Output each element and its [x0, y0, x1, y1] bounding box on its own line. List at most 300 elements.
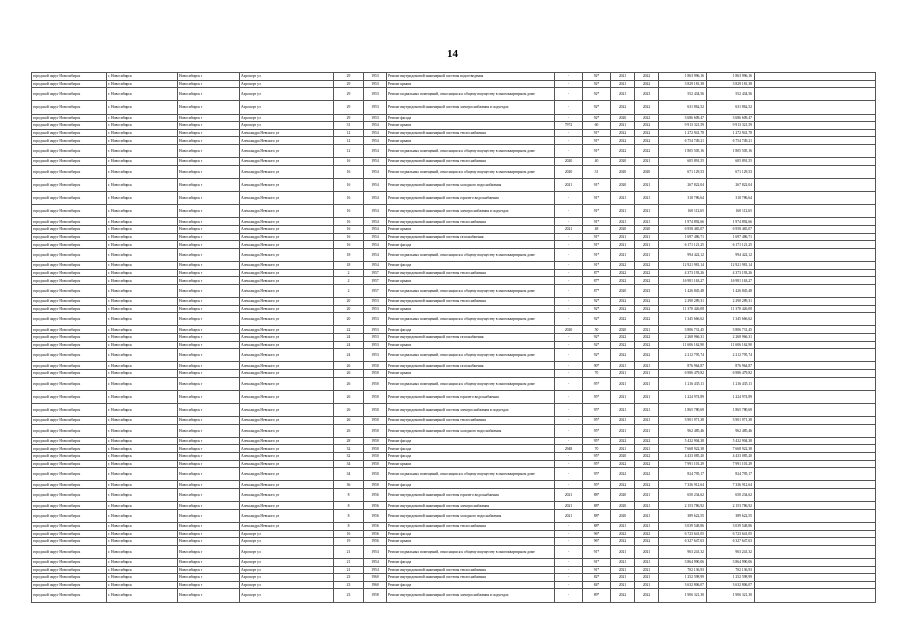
street-cell: Аэропорт ул	[240, 114, 334, 122]
street-cell: Александра Невского ул	[240, 362, 334, 370]
last-repair-cell: -	[555, 589, 583, 602]
locality-cell: Новосибирск г	[178, 233, 240, 241]
street-cell: Александра Невского ул	[240, 298, 334, 306]
total-cost-cell: 1 272 941,78	[707, 129, 755, 137]
table-body	[32, 73, 876, 603]
wear-cell: 95*	[583, 437, 611, 445]
settlement-cell: г. Новосибирск	[107, 468, 178, 481]
wear-cell: 91*	[583, 205, 611, 218]
locality-cell: Новосибирск г	[178, 589, 240, 602]
settlement-cell: г. Новосибирск	[107, 574, 178, 582]
plan-start-cell: 2020	[611, 489, 635, 502]
note-cell	[755, 468, 876, 481]
cost-cell: 6 986 479,82	[659, 369, 707, 377]
street-cell: Александра Невского ул	[240, 377, 334, 390]
year-cell: 1950	[364, 403, 387, 416]
locality-cell: Новосибирск г	[178, 101, 240, 114]
street-cell: Аэропорт ул	[240, 73, 334, 81]
table-row	[32, 114, 876, 122]
wear-cell: 91*	[583, 262, 611, 270]
note-cell	[755, 377, 876, 390]
locality-cell: Новосибирск г	[178, 489, 240, 502]
year-cell: 1950	[364, 369, 387, 377]
municipality-cell: городской округ Новосибирск	[32, 241, 107, 249]
plan-start-cell: 2022	[611, 129, 635, 137]
total-cost-cell: 2 153 786,92	[707, 502, 755, 510]
table-row	[32, 362, 876, 370]
municipality-cell: городской округ Новосибирск	[32, 178, 107, 191]
plan-end-cell: 2022	[635, 305, 659, 313]
work-type-cell: Ремонт внутридомовой инженерной системы теплоснабжения	[387, 158, 555, 166]
settlement-cell: г. Новосибирск	[107, 377, 178, 390]
note-cell	[755, 284, 876, 297]
house-cell: 18	[334, 262, 364, 270]
table-row	[32, 233, 876, 241]
note-cell	[755, 589, 876, 602]
municipality-cell: городской округ Новосибирск	[32, 502, 107, 510]
plan-end-cell: 2020	[635, 165, 659, 178]
plan-start-cell: 2021	[611, 545, 635, 558]
year-cell: 1956	[364, 489, 387, 502]
table-row	[32, 530, 876, 538]
plan-end-cell: 2021	[635, 558, 659, 566]
settlement-cell: г. Новосибирск	[107, 122, 178, 130]
house-cell: 29	[334, 114, 364, 122]
cost-cell: 3 806 731,45	[659, 326, 707, 334]
wear-cell: 92*	[583, 333, 611, 341]
total-cost-cell: 6 986 479,82	[707, 369, 755, 377]
wear-cell: 89*	[583, 589, 611, 602]
plan-start-cell: 2021	[611, 574, 635, 582]
street-cell: Александра Невского ул	[240, 205, 334, 218]
plan-start-cell: 2022	[611, 101, 635, 114]
house-cell: 2	[334, 269, 364, 277]
note-cell	[755, 566, 876, 574]
table-row	[32, 192, 876, 205]
note-cell	[755, 313, 876, 326]
table-row	[32, 581, 876, 589]
note-cell	[755, 122, 876, 130]
plan-start-cell: 2021	[611, 377, 635, 390]
wear-cell: 96*	[583, 530, 611, 538]
work-type-cell: Ремонт подвальных помещений, относящихся к общему имуществу в многоквартирном доме	[387, 349, 555, 362]
total-cost-cell: 6 171 121,25	[707, 241, 755, 249]
year-cell: 1953	[364, 80, 387, 88]
total-cost-cell: 552 434,56	[707, 88, 755, 101]
wear-cell: 87*	[583, 277, 611, 285]
cost-cell: 7 668 922,38	[659, 445, 707, 453]
wear-cell: 95*	[583, 468, 611, 481]
last-repair-cell: -	[555, 566, 583, 574]
total-cost-cell: 3 806 731,45	[707, 326, 755, 334]
municipality-cell: городской округ Новосибирск	[32, 369, 107, 377]
house-cell: 31	[334, 122, 364, 130]
wear-cell: 95*	[583, 424, 611, 437]
year-cell: 1954	[364, 558, 387, 566]
note-cell	[755, 277, 876, 285]
municipality-cell: городской округ Новосибирск	[32, 158, 107, 166]
house-cell: 23	[334, 574, 364, 582]
last-repair-cell: -	[555, 349, 583, 362]
cost-cell: 3 829 181,38	[659, 80, 707, 88]
cost-cell: 3 864 990,06	[659, 558, 707, 566]
settlement-cell: г. Новосибирск	[107, 241, 178, 249]
street-cell: Аэропорт ул	[240, 581, 334, 589]
last-repair-cell: -	[555, 523, 583, 531]
locality-cell: Новосибирск г	[178, 226, 240, 234]
year-cell: 1956	[364, 523, 387, 531]
year-cell: 1954	[364, 129, 387, 137]
house-cell: 32	[334, 453, 364, 461]
total-cost-cell: 3 686 609,47	[707, 114, 755, 122]
plan-end-cell: 2021	[635, 158, 659, 166]
plan-end-cell: 2022	[635, 262, 659, 270]
locality-cell: Новосибирск г	[178, 417, 240, 425]
street-cell: Александра Невского ул	[240, 233, 334, 241]
table-row	[32, 445, 876, 453]
house-cell: 24	[334, 333, 364, 341]
house-cell: 20	[334, 313, 364, 326]
total-cost-cell: 1 224 974,89	[707, 390, 755, 403]
municipality-cell: городской округ Новосибирск	[32, 233, 107, 241]
plan-start-cell: 2020	[611, 453, 635, 461]
wear-cell: 82*	[583, 574, 611, 582]
street-cell: Аэропорт ул	[240, 566, 334, 574]
cost-cell: 11 606 162,90	[659, 341, 707, 349]
street-cell: Александра Невского ул	[240, 226, 334, 234]
plan-end-cell: 2022	[635, 137, 659, 145]
last-repair-cell: -	[555, 284, 583, 297]
locality-cell: Новосибирск г	[178, 80, 240, 88]
note-cell	[755, 248, 876, 261]
house-cell: 22	[334, 326, 364, 334]
work-type-cell: Ремонт внутридомовой инженерной системы электроснабжения в подъездах	[387, 101, 555, 114]
works-table	[31, 72, 876, 603]
year-cell: 1954	[364, 241, 387, 249]
last-repair-cell: -	[555, 129, 583, 137]
cost-cell: 11 370 426,08	[659, 305, 707, 313]
street-cell: Александра Невского ул	[240, 192, 334, 205]
wear-cell: 60	[583, 122, 611, 130]
year-cell: 1954	[364, 205, 387, 218]
note-cell	[755, 233, 876, 241]
street-cell: Аэропорт ул	[240, 80, 334, 88]
street-cell: Александра Невского ул	[240, 489, 334, 502]
plan-end-cell: 2022	[635, 341, 659, 349]
plan-end-cell: 2021	[635, 545, 659, 558]
plan-start-cell: 2022	[611, 481, 635, 489]
plan-start-cell: 2022	[611, 313, 635, 326]
locality-cell: Новосибирск г	[178, 530, 240, 538]
work-type-cell: Ремонт подвальных помещений, относящихся к общему имуществу в многоквартирном доме	[387, 545, 555, 558]
municipality-cell: городской округ Новосибирск	[32, 566, 107, 574]
year-cell: 1950	[364, 362, 387, 370]
last-repair-cell: 2021	[555, 489, 583, 502]
note-cell	[755, 88, 876, 101]
year-cell: 1950	[364, 481, 387, 489]
plan-end-cell: 2022	[635, 114, 659, 122]
total-cost-cell: 6 754 749,21	[707, 137, 755, 145]
last-repair-cell: -	[555, 248, 583, 261]
house-cell: 12	[334, 144, 364, 157]
locality-cell: Новосибирск г	[178, 205, 240, 218]
total-cost-cell: 1 906 321,30	[707, 589, 755, 602]
wear-cell: 91*	[583, 241, 611, 249]
house-cell: 32	[334, 445, 364, 453]
plan-end-cell: 2021	[635, 424, 659, 437]
cost-cell: 6 327 647,63	[659, 538, 707, 546]
locality-cell: Новосибирск г	[178, 424, 240, 437]
cost-cell: 3 686 609,47	[659, 114, 707, 122]
note-cell	[755, 305, 876, 313]
work-type-cell: Ремонт внутридомовой инженерной системы электроснабжения в подъездах	[387, 205, 555, 218]
municipality-cell: городской округ Новосибирск	[32, 558, 107, 566]
wear-cell: 90*	[583, 362, 611, 370]
settlement-cell: г. Новосибирск	[107, 341, 178, 349]
street-cell: Александра Невского ул	[240, 369, 334, 377]
last-repair-cell: -	[555, 298, 583, 306]
work-type-cell: Ремонт фасада	[387, 453, 555, 461]
cost-cell: 310 786,64	[659, 192, 707, 205]
house-cell: 8	[334, 489, 364, 502]
total-cost-cell: 650 234,62	[707, 489, 755, 502]
total-cost-cell: 1 863 996,16	[707, 73, 755, 81]
note-cell	[755, 114, 876, 122]
municipality-cell: городской округ Новосибирск	[32, 248, 107, 261]
street-cell: Александра Невского ул	[240, 178, 334, 191]
house-cell: 16	[334, 158, 364, 166]
settlement-cell: г. Новосибирск	[107, 80, 178, 88]
total-cost-cell: 3 039 548,86	[707, 523, 755, 531]
last-repair-cell: -	[555, 192, 583, 205]
table-row	[32, 205, 876, 218]
plan-end-cell: 2022	[635, 538, 659, 546]
table-row	[32, 489, 876, 502]
cost-cell: 1 272 941,78	[659, 129, 707, 137]
year-cell: 1960	[364, 574, 387, 582]
work-type-cell: Ремонт внутридомовой инженерной системы электроснабжения в подъездах	[387, 403, 555, 416]
plan-start-cell: 2021	[611, 192, 635, 205]
house-cell: 26	[334, 362, 364, 370]
last-repair-cell: -	[555, 233, 583, 241]
plan-end-cell: 2022	[635, 333, 659, 341]
house-cell: 16	[334, 226, 364, 234]
cost-cell: 702 136,93	[659, 566, 707, 574]
plan-start-cell: 2022	[611, 277, 635, 285]
year-cell: 1954	[364, 158, 387, 166]
house-cell: 29	[334, 88, 364, 101]
table-row	[32, 226, 876, 234]
last-repair-cell: 2021	[555, 509, 583, 522]
note-cell	[755, 481, 876, 489]
cost-cell: 1 805 505,16	[659, 144, 707, 157]
work-type-cell: Ремонт фасада	[387, 437, 555, 445]
municipality-cell: городской округ Новосибирск	[32, 589, 107, 602]
table-row	[32, 424, 876, 437]
work-type-cell: Ремонт фасада	[387, 445, 555, 453]
cost-cell: 605 891,55	[659, 158, 707, 166]
note-cell	[755, 333, 876, 341]
last-repair-cell: -	[555, 114, 583, 122]
note-cell	[755, 101, 876, 114]
plan-end-cell: 2021	[635, 178, 659, 191]
last-repair-cell: 2021	[555, 502, 583, 510]
street-cell: Аэропорт ул	[240, 530, 334, 538]
settlement-cell: г. Новосибирск	[107, 581, 178, 589]
plan-start-cell: 2021	[611, 558, 635, 566]
wear-cell: 91*	[583, 248, 611, 261]
wear-cell: 92*	[583, 313, 611, 326]
last-repair-cell: -	[555, 205, 583, 218]
house-cell: 20	[334, 305, 364, 313]
work-type-cell: Ремонт подвальных помещений, относящихся к общему имуществу в многоквартирном доме	[387, 144, 555, 157]
plan-start-cell: 2022	[611, 144, 635, 157]
municipality-cell: городской округ Новосибирск	[32, 262, 107, 270]
table-row	[32, 144, 876, 157]
last-repair-cell: -	[555, 530, 583, 538]
work-type-cell: Ремонт подвальных помещений, относящихся к общему имуществу в многоквартирном доме	[387, 313, 555, 326]
note-cell	[755, 489, 876, 502]
house-cell: 24	[334, 349, 364, 362]
note-cell	[755, 403, 876, 416]
municipality-cell: городской округ Новосибирск	[32, 341, 107, 349]
house-cell: 26	[334, 377, 364, 390]
year-cell: 1953	[364, 349, 387, 362]
street-cell: Александра Невского ул	[240, 241, 334, 249]
last-repair-cell: -	[555, 101, 583, 114]
wear-cell: 91*	[583, 558, 611, 566]
table-row	[32, 417, 876, 425]
last-repair-cell: -	[555, 269, 583, 277]
settlement-cell: г. Новосибирск	[107, 445, 178, 453]
locality-cell: Новосибирск г	[178, 114, 240, 122]
plan-start-cell: 2020	[611, 326, 635, 334]
year-cell: 1954	[364, 226, 387, 234]
note-cell	[755, 502, 876, 510]
year-cell: 1950	[364, 453, 387, 461]
plan-end-cell: 2021	[635, 369, 659, 377]
house-cell: 8	[334, 502, 364, 510]
cost-cell: 552 434,56	[659, 88, 707, 101]
street-cell: Александра Невского ул	[240, 137, 334, 145]
note-cell	[755, 326, 876, 334]
settlement-cell: г. Новосибирск	[107, 538, 178, 546]
total-cost-cell: 1 974 892,66	[707, 218, 755, 226]
house-cell: 8	[334, 523, 364, 531]
cost-cell: 1 216 435,11	[659, 377, 707, 390]
locality-cell: Новосибирск г	[178, 165, 240, 178]
year-cell: 1953	[364, 305, 387, 313]
note-cell	[755, 241, 876, 249]
total-cost-cell: 11 370 426,08	[707, 305, 755, 313]
wear-cell: 88*	[583, 489, 611, 502]
year-cell: 1954	[364, 233, 387, 241]
street-cell: Александра Невского ул	[240, 453, 334, 461]
wear-cell: 92*	[583, 101, 611, 114]
wear-cell: 95*	[583, 460, 611, 468]
total-cost-cell: 5 432 904,38	[707, 437, 755, 445]
total-cost-cell: 962 485,46	[707, 424, 755, 437]
plan-start-cell: 2021	[611, 403, 635, 416]
year-cell: 1953	[364, 73, 387, 81]
year-cell: 1953	[364, 333, 387, 341]
note-cell	[755, 165, 876, 178]
year-cell: 1953	[364, 326, 387, 334]
municipality-cell: городской округ Новосибирск	[32, 349, 107, 362]
locality-cell: Новосибирск г	[178, 178, 240, 191]
settlement-cell: г. Новосибирск	[107, 305, 178, 313]
plan-start-cell: 2022	[611, 341, 635, 349]
plan-start-cell: 2022	[611, 262, 635, 270]
house-cell: 21	[334, 545, 364, 558]
locality-cell: Новосибирск г	[178, 460, 240, 468]
table-row	[32, 178, 876, 191]
table-row	[32, 158, 876, 166]
work-type-cell: Ремонт внутридомовой инженерной системы теплоснабжения	[387, 218, 555, 226]
locality-cell: Новосибирск г	[178, 284, 240, 297]
note-cell	[755, 453, 876, 461]
last-repair-cell: 2021	[555, 178, 583, 191]
total-cost-cell: 3 829 181,38	[707, 80, 755, 88]
settlement-cell: г. Новосибирск	[107, 233, 178, 241]
plan-start-cell: 2022	[611, 349, 635, 362]
locality-cell: Новосибирск г	[178, 558, 240, 566]
total-cost-cell: 3 864 990,06	[707, 558, 755, 566]
cost-cell: 2 290 289,31	[659, 298, 707, 306]
work-type-cell: Ремонт внутридомовой инженерной системы горячего водоснабжения	[387, 489, 555, 502]
locality-cell: Новосибирск г	[178, 445, 240, 453]
settlement-cell: г. Новосибирск	[107, 349, 178, 362]
note-cell	[755, 437, 876, 445]
year-cell: 1954	[364, 262, 387, 270]
plan-end-cell: 2021	[635, 502, 659, 510]
street-cell: Александра Невского ул	[240, 333, 334, 341]
street-cell: Александра Невского ул	[240, 460, 334, 468]
settlement-cell: г. Новосибирск	[107, 502, 178, 510]
table-row	[32, 262, 876, 270]
total-cost-cell: 671 129,53	[707, 165, 755, 178]
table-row	[32, 566, 876, 574]
wear-cell: 91*	[583, 218, 611, 226]
year-cell: 1954	[364, 192, 387, 205]
locality-cell: Новосибирск г	[178, 144, 240, 157]
plan-end-cell: 2022	[635, 349, 659, 362]
table-row	[32, 333, 876, 341]
note-cell	[755, 523, 876, 531]
locality-cell: Новосибирск г	[178, 481, 240, 489]
last-repair-cell: 2948	[555, 445, 583, 453]
plan-end-cell: 2022	[635, 453, 659, 461]
plan-start-cell: 2022	[611, 589, 635, 602]
settlement-cell: г. Новосибирск	[107, 530, 178, 538]
last-repair-cell: -	[555, 305, 583, 313]
work-type-cell: Ремонт подвальных помещений, относящихся к общему имуществу в многоквартирном доме	[387, 377, 555, 390]
house-cell: 29	[334, 73, 364, 81]
year-cell: 1954	[364, 122, 387, 130]
plan-end-cell: 2021	[635, 445, 659, 453]
municipality-cell: городской округ Новосибирск	[32, 523, 107, 531]
cost-cell: 1 906 321,30	[659, 589, 707, 602]
last-repair-cell: -	[555, 424, 583, 437]
table-row	[32, 377, 876, 390]
settlement-cell: г. Новосибирск	[107, 566, 178, 574]
locality-cell: Новосибирск г	[178, 158, 240, 166]
last-repair-cell: 2020	[555, 326, 583, 334]
street-cell: Александра Невского ул	[240, 129, 334, 137]
street-cell: Александра Невского ул	[240, 523, 334, 531]
plan-end-cell: 2022	[635, 589, 659, 602]
plan-end-cell: 2021	[635, 218, 659, 226]
